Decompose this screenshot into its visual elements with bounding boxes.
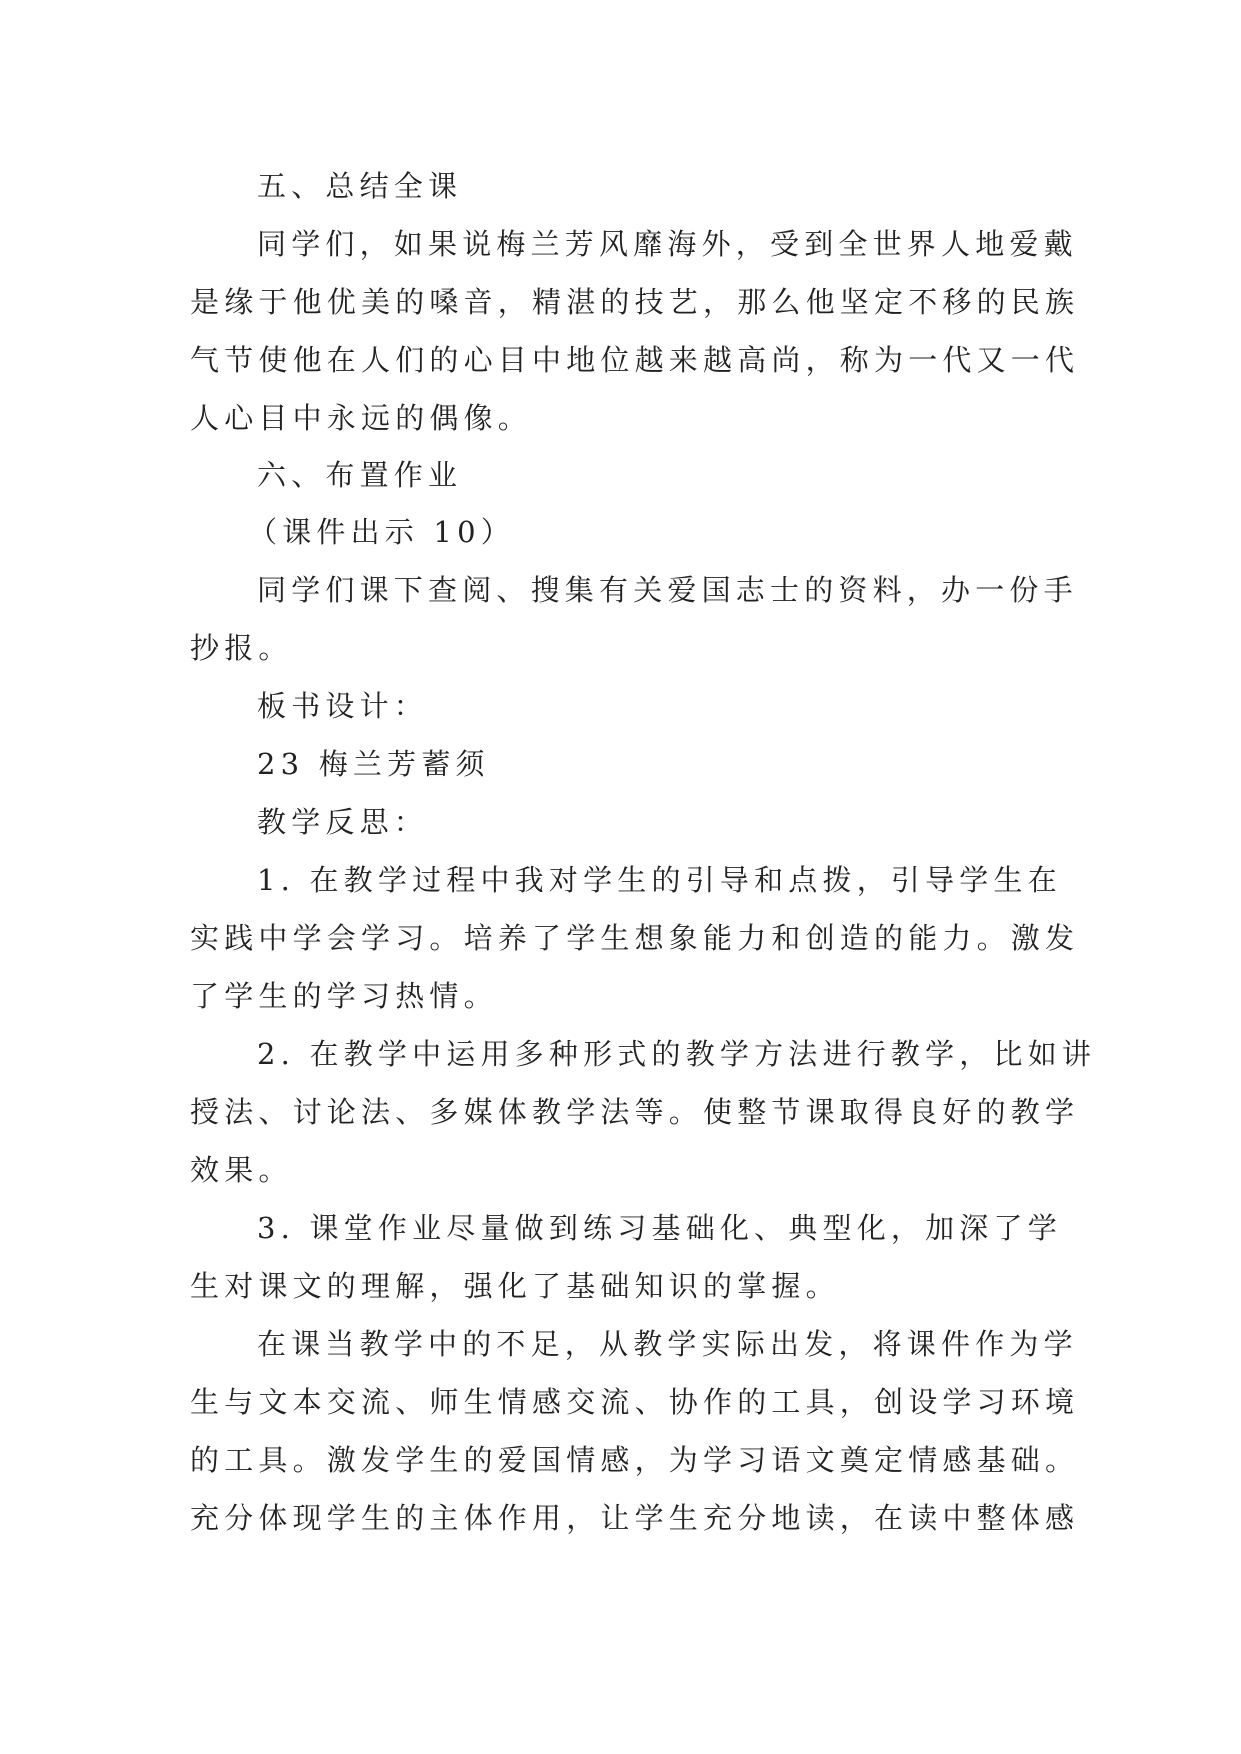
paragraph-line: 同学们课下查阅、搜集有关爱国志士的资料，办一份手 [257,573,1078,607]
paragraph-line: 气节使他在人们的心目中地位越来越高尚，称为一代又一代 [190,343,1080,377]
board-design-title: 23 梅兰芳蓄须 [257,747,490,781]
heading-summary: 五、总结全课 [257,169,463,203]
paragraph-line: 的工具。激发学生的爱国情感，为学习语文奠定情感基础。 [190,1443,1080,1477]
paragraph-line: 抄报。 [190,631,293,665]
paragraph-line: 充分体现学生的主体作用，让学生充分地读，在读中整体感 [190,1501,1080,1535]
paragraph-line: 授法、讨论法、多媒体教学法等。使整节课取得良好的教学 [190,1095,1080,1129]
courseware-note: （课件出示 10） [248,515,515,549]
paragraph-line: 同学们，如果说梅兰芳风靡海外，受到全世界人地爱戴 [257,227,1078,261]
paragraph-line: 在课当教学中的不足，从教学实际出发，将课件作为学 [257,1327,1078,1361]
paragraph-line: 2. 在教学中运用多种形式的教学方法进行教学，比如讲 [257,1037,1097,1071]
paragraph-line: 3. 课堂作业尽量做到练习基础化、典型化，加深了学 [257,1211,1062,1245]
paragraph-line: 效果。 [190,1153,293,1187]
heading-reflection: 教学反思： [257,805,429,839]
paragraph-line: 人心目中永远的偶像。 [190,401,533,435]
paragraph-line: 实践中学会学习。培养了学生想象能力和创造的能力。激发 [190,921,1080,955]
paragraph-line: 生与文本交流、师生情感交流、协作的工具，创设学习环境 [190,1385,1080,1419]
paragraph-line: 了学生的学习热情。 [190,979,498,1013]
heading-board-design: 板书设计： [257,689,429,723]
paragraph-line: 生对课文的理解，强化了基础知识的掌握。 [190,1269,840,1303]
paragraph-line: 1. 在教学过程中我对学生的引导和点拨，引导学生在 [257,863,1062,897]
heading-homework: 六、布置作业 [257,458,463,492]
paragraph-line: 是缘于他优美的嗓音，精湛的技艺，那么他坚定不移的民族 [190,285,1080,319]
